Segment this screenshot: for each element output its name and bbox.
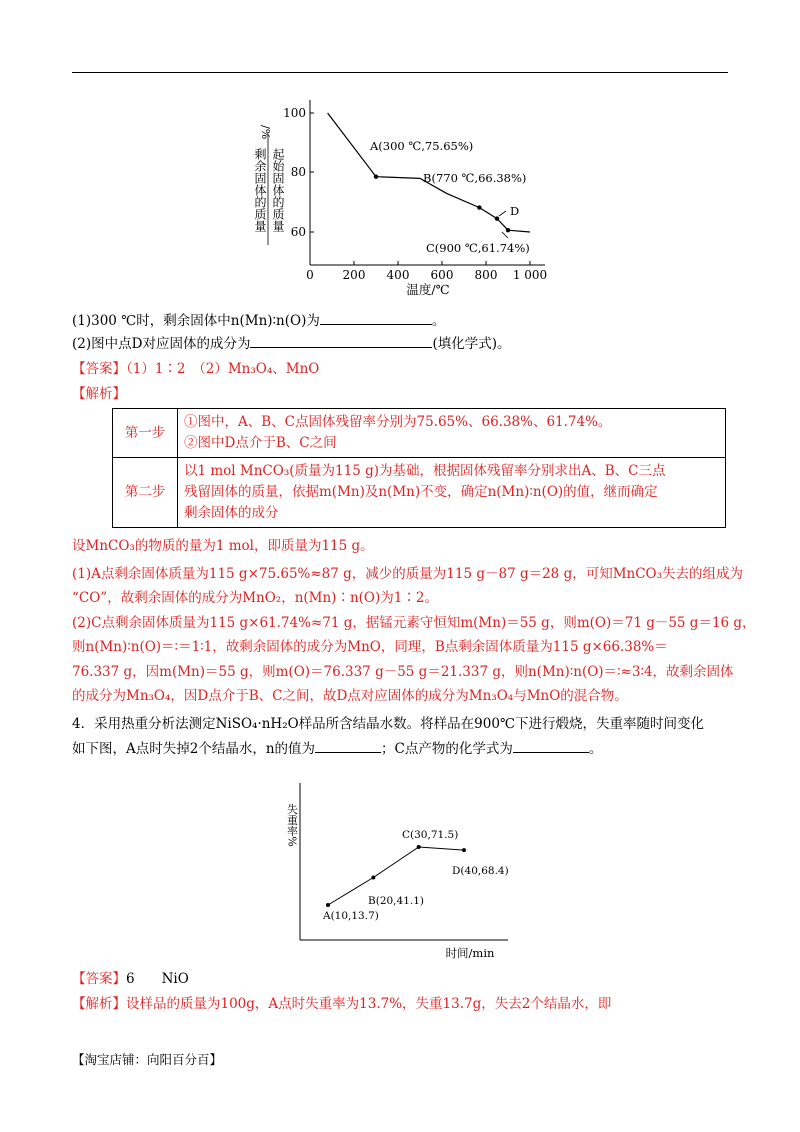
y-axis-unit: /% <box>259 125 272 140</box>
x-axis-label: 时间/min <box>445 946 495 960</box>
x-axis-label: 温度/℃ <box>406 282 450 297</box>
analysis-2-text: 设样品的质量为100g，A点时失重率为13.7%，失重13.7g，失去2个结晶水，即 <box>126 996 612 1012</box>
solution-line-2: (1)A点剩余固体质量为115 g×75.65%≈87 g，减少的质量为115 g－87 g＝28 g，可知MnCO₃失去的组成为 <box>72 566 744 582</box>
solution-line-5: 则n(Mn)∶n(O)＝∶＝1∶1，故剩余固体的成分为MnO，同理，B点剩余固体质量为115 g×66.38%＝ <box>72 639 668 655</box>
data-point <box>374 174 378 178</box>
question-1-text: (1)300 ℃时，剩余固体中n(Mn)∶n(O)为 <box>72 313 320 329</box>
solution-line-3: “CO”，故剩余固体的成分为MnO₂，n(Mn)∶n(O)为1∶2。 <box>72 590 438 606</box>
solution-line-6: 76.337 g，因m(Mn)＝55 g，则m(O)＝76.337 g－55 g＝21.337 g，则n(Mn)∶n(O)＝∶≈3∶4，故剩余固体 <box>72 664 734 680</box>
step1-label: 第一步 <box>113 409 178 458</box>
data-point <box>326 903 330 907</box>
ytick-60: 60 <box>290 225 306 239</box>
solution-line-4: (2)C点剩余固体质量为115 g×61.74%≈71 g，据锰元素守恒知m(Mn)＝55 g，则m(O)＝71 g－55 g＝16 g， <box>72 615 756 631</box>
answer-1 <box>72 360 319 378</box>
analysis-2: 【解析】设样品的质量为100g，A点时失重率为13.7%，失重13.7g，失去2个结晶水，即 <box>72 996 612 1012</box>
solution-line-1: 设MnCO₃的物质的量为1 mol，即质量为115 g。 <box>72 538 374 554</box>
ytick-80: 80 <box>290 165 306 179</box>
xtick-1000: 1 000 <box>512 268 548 282</box>
xtick-600: 600 <box>430 268 454 282</box>
table-row <box>113 458 726 528</box>
answer-2-text: 6 NiO <box>126 971 189 987</box>
step2-label: 第二步 <box>113 458 178 528</box>
question-1: (1)300 ℃时，剩余固体中n(Mn)∶n(O)为 。 <box>72 313 446 329</box>
answer-tag: 【答案】 <box>72 361 126 377</box>
xtick-0: 0 <box>306 268 314 282</box>
chart-weight-loss <box>280 775 520 965</box>
data-point <box>417 845 421 849</box>
data-point <box>477 205 481 209</box>
xtick-200: 200 <box>342 268 366 282</box>
solution-line-7: 的成分为Mn₃O₄，因D点介于B、C之间，故D点对应固体的成分为Mn₃O₄与MnO的混合物。 <box>72 688 628 704</box>
question-4-line-1: 4．采用热重分析法测定NiSO₄·nH₂O样品所含结晶水数。将样品在900℃下进行煅烧，失重率随时间变化 <box>72 716 705 732</box>
point-label-d: D <box>510 204 520 218</box>
chart-mass-residue <box>240 95 570 300</box>
data-point <box>506 228 510 232</box>
data-point <box>462 848 466 852</box>
header-rule <box>72 72 728 73</box>
point-label-c: C(900 ℃,61.74%) <box>426 241 530 255</box>
data-point <box>495 216 499 220</box>
analysis-tag: 【解析】 <box>72 386 126 402</box>
point-label-b: B(20,41.1) <box>368 895 424 907</box>
point-label-b: B(770 ℃,66.38%) <box>423 171 527 185</box>
table-row <box>113 409 726 458</box>
point-label-a: A(300 ℃,75.65%) <box>370 139 474 153</box>
step1-body: ①图中，A、B、C点固体残留率分别为75.65%、66.38%、61.74%。 ②图中D点介于B、C之间 <box>178 409 726 458</box>
data-point <box>371 876 375 880</box>
y-axis-label: 失重率% <box>285 803 299 847</box>
y-axis-label-bottom: 起始固体的质量 <box>271 148 285 232</box>
x-ticks <box>354 261 530 265</box>
y-axis-label-top: 剩余固体的质量 <box>253 148 267 232</box>
footer-shop-note: 【淘宝店铺：向阳百分百】 <box>72 1052 223 1067</box>
solution-steps-table <box>112 408 726 528</box>
answer-text: （1）1∶2 （2）Mn₃O₄、MnO <box>126 361 320 377</box>
point-label-d: D(40,68.4) <box>452 865 509 877</box>
question-2: (2)图中点D对应固体的成分为 (填化学式)。 <box>72 336 511 352</box>
answer-2: 【答案】6 NiO <box>72 971 189 987</box>
question-4-line-2: 如下图，A点时失掉2个结晶水，n的值为 ；C点产物的化学式为 。 <box>72 741 603 757</box>
step2-body: 以1 mol MnCO₃(质量为115 g)为基础，根据固体残留率分别求出A、B、C三点 残留固体的质量，依据m(Mn)及n(Mn)不变，确定n(Mn)∶n(O)的值，继而确定 剩余固体的成分 <box>178 458 726 528</box>
point-label-a: A(10,13.7) <box>323 910 379 922</box>
ytick-100: 100 <box>283 106 306 120</box>
question-2-text: (2)图中点D对应固体的成分为 <box>72 336 251 352</box>
xtick-400: 400 <box>386 268 410 282</box>
xtick-800: 800 <box>474 268 498 282</box>
point-label-c: C(30,71.5) <box>402 829 459 841</box>
